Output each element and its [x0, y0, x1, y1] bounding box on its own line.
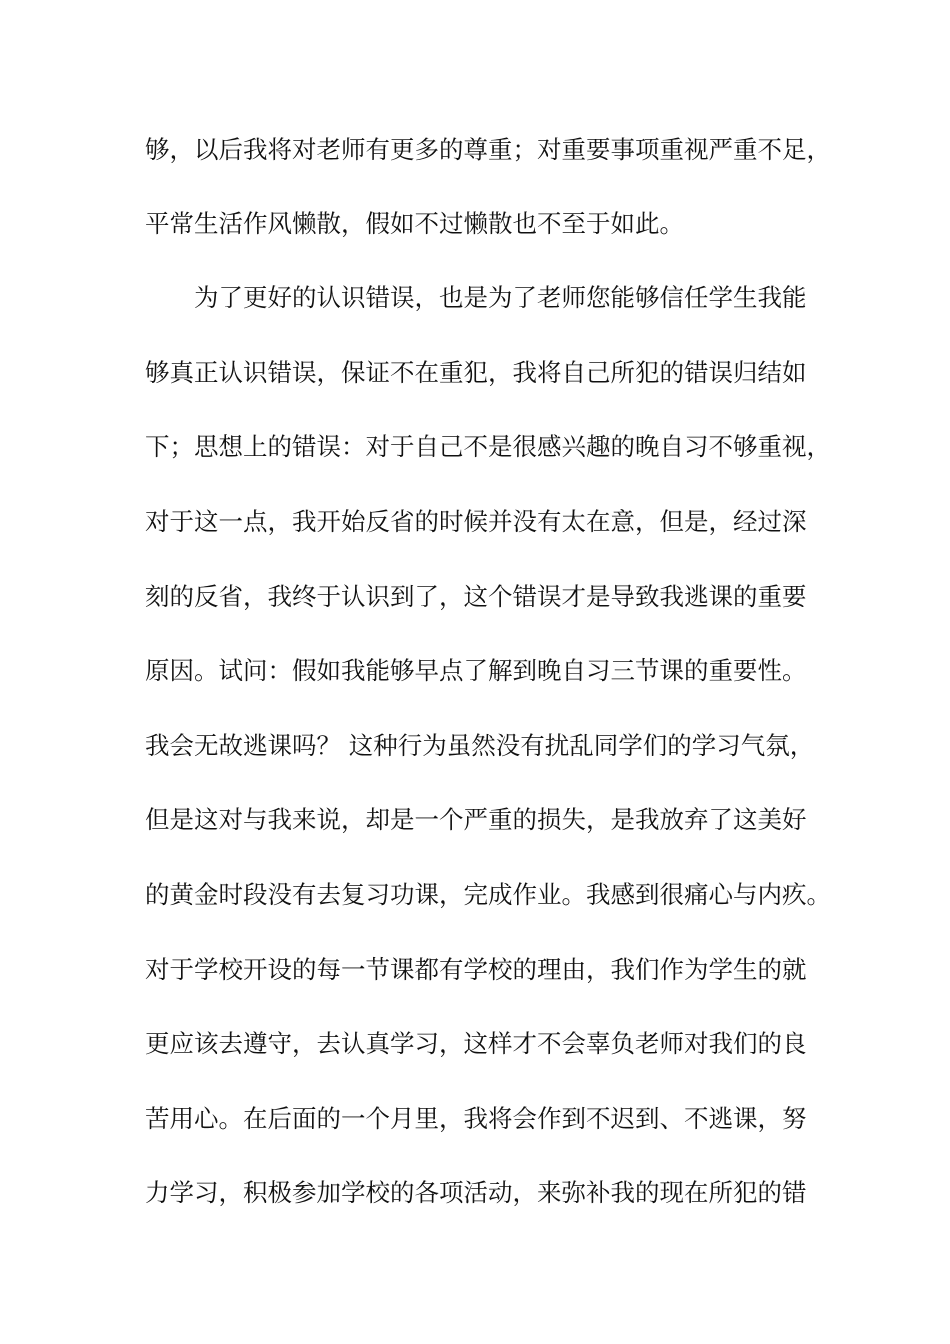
text-line: 刻的反省，我终于认识到了，这个错误才是导致我逃课的重要: [145, 582, 807, 611]
text-line: 但是这对与我来说，却是一个严重的损失，是我放弃了这美好: [145, 805, 807, 834]
text-line: 的黄金时段没有去复习功课，完成作业。我感到很痛心与内疚。: [145, 880, 831, 909]
text-line: 对于这一点，我开始反省的时候并没有太在意，但是，经过深: [145, 507, 807, 536]
text-line: 力学习，积极参加学校的各项活动，来弥补我的现在所犯的错: [145, 1178, 807, 1207]
paragraph-first-line: 为了更好的认识错误，也是为了老师您能够信任学生我能: [194, 283, 807, 312]
text-line: 下；思想上的错误：对于自己不是很感兴趣的晚自习不够重视，: [145, 432, 831, 461]
text-line: 够，以后我将对老师有更多的尊重；对重要事项重视严重不足，: [145, 135, 831, 164]
text-line: 对于学校开设的每一节课都有学校的理由，我们作为学生的就: [145, 955, 807, 984]
text-line: 我会无故逃课吗？ 这种行为虽然没有扰乱同学们的学习气氛，: [145, 731, 815, 760]
text-line: 更应该去遵守，去认真学习，这样才不会辜负老师对我们的良: [145, 1029, 807, 1058]
text-line: 平常生活作风懒散，假如不过懒散也不至于如此。: [145, 209, 684, 238]
text-line: 够真正认识错误，保证不在重犯，我将自己所犯的错误归结如: [145, 358, 807, 387]
text-line: 原因。试问：假如我能够早点了解到晚自习三节课的重要性。: [145, 656, 807, 685]
text-line: 苦用心。在后面的一个月里，我将会作到不迟到、不逃课，努: [145, 1104, 807, 1133]
